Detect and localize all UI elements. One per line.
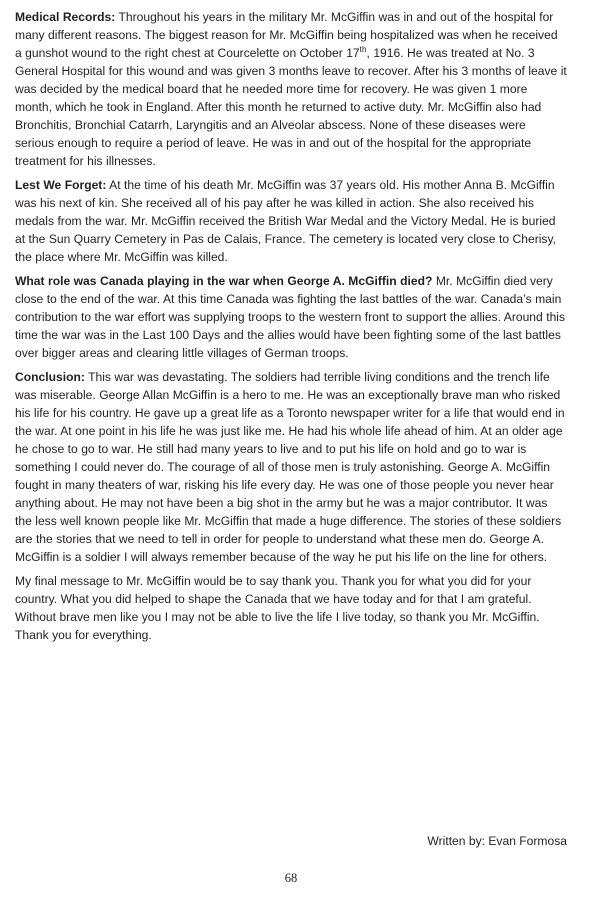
paragraph-text-lest-we-forget: At the time of his death Mr. McGiffin was 37 years old. His mother Anna B. McGiffin was his next of kin. She received all of his pay after he was killed in action. She also received his medals from the war. Mr. McGiffin received the British War Medal and the Victory Medal. He is buried at the Sun Quarry Cemetery in Pas de Calais, France. The cemetery is located very close to Cherisy, the place where Mr. McGiffin was killed. (15, 178, 556, 264)
document-body (15, 8, 567, 644)
paragraph-conclusion (15, 368, 567, 566)
paragraph-text-medical-records-part1: Throughout his years in the military Mr. McGiffin was in and out of the hospital for many different reasons. The biggest reason for Mr. McGiffin being hospitalized was when he received a gunshot wound to the right chest at Courcelette on October 17 (15, 10, 558, 60)
paragraph-lest-we-forget (15, 176, 567, 266)
paragraph-text-final-message: My final message to Mr. McGiffin would be to say thank you. Thank you for what you did for your country. What you did helped to shape the Canada that we have today and for that I am grateful. Without brave men like you I may not be able to live the life I live today, so thank you Mr. McGiffin. Thank you for everything. (15, 574, 540, 642)
paragraph-medical-records (15, 8, 567, 170)
page-number: 68 (284, 871, 298, 885)
superscript-ordinal: th (359, 44, 367, 54)
paragraph-heading-canada-role: What role was Canada playing in the war when George A. McGiffin died? (15, 274, 433, 288)
paragraph-text-medical-records-part2: , 1916. He was treated at No. 3 General Hospital for this wound and was given 3 months leave to recover. After his 3 months of leave it was decided by the medical board that he needed more time for recovery. He was given 1 more month, which he took in England. After this month he returned to active duty. Mr. McGiffin also had Bronchitis, Bronchial Catarrh, Laryngitis and an Alveolar abscess. None of these diseases were serious enough to require a period of leave. He was in and out of the hospital for the appropriate treatment for his illnesses. (15, 46, 567, 168)
paragraph-heading-medical-records: Medical Records: (15, 10, 116, 24)
paragraph-final-message (15, 572, 567, 644)
paragraph-heading-conclusion: Conclusion: (15, 370, 85, 384)
paragraph-canada-role (15, 272, 567, 362)
author-byline: Written by: Evan Formosa (427, 834, 567, 848)
paragraph-text-canada-role: Mr. McGiffin died very close to the end of the war. At this time Canada was fighting the last battles of the war. Canada’s main contribution to the war effort was supplying troops to the western front to support the allies. Around this time the war was in the Last 100 Days and the allies would have been fighting some of the last battles over bigger areas and clearing little villages of German troops. (15, 274, 566, 360)
paragraph-text-conclusion: This war was devastating. The soldiers had terrible living conditions and the trench life was miserable. George Allan McGiffin is a hero to me. He was an exceptionally brave man who risked his life for his country. He gave up a great life as a Toronto newspaper writer for a life that would end in the war. At one point in his life he was just like me. He had his whole life ahead of him. At an older age he chose to go to war. He still had many years to live and to put his life on hold and go to war is something I could never do. The courage of all of those men is truly astonishing. George A. McGiffin fought in many theaters of war, risking his life every day. He was one of those people you never hear anything about. He may not have been a big shot in the army but he was a major contributor. It was the less well known people like Mr. McGiffin that made a huge difference. The stories of these soldiers are the stories that we need to tell in order for people to understand what these men do. George A. McGiffin is a soldier I will always remember because of the way he put his life on the line for others. (15, 370, 565, 564)
paragraph-heading-lest-we-forget: Lest We Forget: (15, 178, 107, 192)
